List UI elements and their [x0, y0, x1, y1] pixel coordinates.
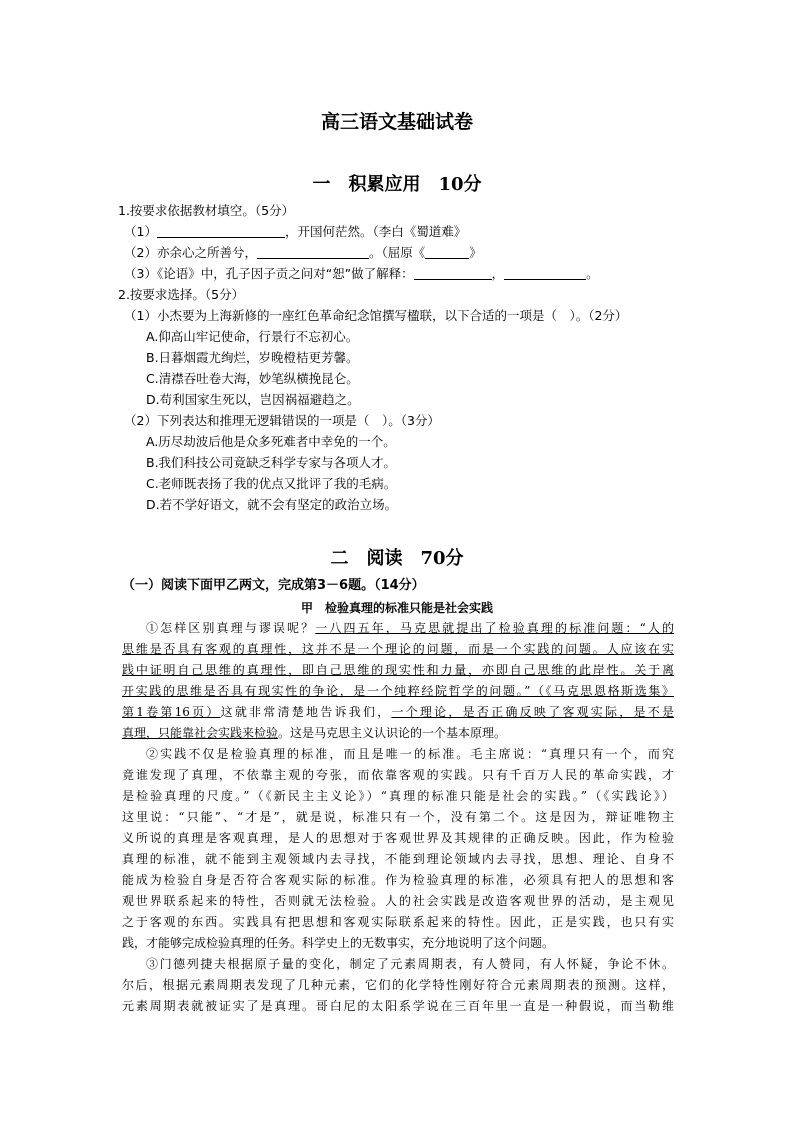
paragraph-3-line: 尔后，根据元素周期表发现了几种元素，它们的化学特性刚好符合元素周期表的预测。这样， [122, 978, 674, 992]
paragraph-2-line: 能成为检验自身是否符合客观实际的标准。作为检验真理的标准，必须具有把人的思想和客 [122, 873, 674, 887]
underlined-text: 真理，只能靠社会实践来检验 [122, 726, 279, 740]
paragraph-1-line [122, 660, 674, 680]
item-text: （2）亦余心之所善兮， [124, 245, 257, 260]
option-d[interactable]: D.苟利国家生死以，岂因祸福避趋之。 [146, 392, 360, 407]
paragraph-1-line [122, 639, 674, 659]
document-title: 高三语文基础试卷 [320, 111, 473, 133]
paragraph-2-line: 义所说的真理是客观真理，是人的思想对于客观世界及其规律的正确反映。因此，作为检验 [122, 831, 674, 845]
item-text: 。（屈原《 [368, 245, 426, 260]
underlined-text: 一八四五年，马克思就提出了检验真理的标准问题：“人的 [315, 621, 674, 635]
paragraph-2-line: 观世界联系起来的特性，否则就无法检验。人的社会实践是改造客观世界的活动，是主观见 [122, 894, 674, 908]
item-text: 。 [586, 266, 599, 281]
question-1-item-1 [124, 222, 466, 242]
paragraph-1-line [122, 723, 674, 743]
item-text: ， [491, 266, 505, 281]
item-text: （3）《论语》中，孔子因子贡之问对“恕”做了解释： [124, 266, 414, 281]
paragraph-1-line [122, 681, 674, 701]
option-b[interactable]: B.我们科技公司竟缺乏科学专家与各项人才。 [146, 455, 397, 470]
paragraph-3-line: 元素周期表就被证实了是真理。哥白尼的太阳系学说在三百年里一直是一种假说，而当勒维 [122, 999, 674, 1013]
question-1-item-3 [124, 264, 599, 284]
underlined-text: 开实践的思维是否具有现实性的争论，是一个纯粹经院哲学的问题。”（《马克思恩格斯选集》 [122, 684, 674, 698]
paragraph-1-line [122, 618, 674, 638]
paragraph-2-line: 真理的标准，就不能到主观领域内去寻找，不能到理论领域内去寻找，思想、理论、自身不 [122, 852, 674, 866]
question-2-sub-2-stem: （2）下列表达和推理无逻辑错误的一项是（ ）。（3分） [124, 413, 440, 428]
paragraph-2-line: 践，才能够完成检验真理的任务。科学史上的无数事实，充分地说明了这个问题。 [122, 936, 555, 950]
option-a[interactable]: A.仰高山牢记使命，行景行不忘初心。 [146, 329, 359, 344]
paragraph-2-line: 之于客观的东西。实践具有把思想和客观实际联系起来的特性。因此，正是实践，也只有实 [122, 915, 674, 929]
option-d[interactable]: D.若不学好语文，就不会有坚定的政治立场。 [146, 497, 398, 512]
paragraph-1-line [122, 702, 674, 722]
section-1-heading: 一 积累应用 10分 [312, 174, 482, 195]
answer-blank[interactable] [157, 223, 285, 238]
text-run: 。这是马克思主义认识论的一个基本原理。 [278, 726, 507, 740]
answer-blank[interactable] [257, 244, 369, 259]
question-1-item-2 [124, 243, 482, 263]
paragraph-2-line: 是检验真理的尺度。”（《新民主主义论》）“真理的标准只能是社会的实践。”（《实践论》） [122, 789, 674, 803]
reading-subsection-heading: （一）阅读下面甲乙两文，完成第3－6题。（14分） [122, 578, 425, 593]
paragraph-3-line: ③门德列捷夫根据原子量的变化，制定了元素周期表，有人赞同，有人怀疑，争论不休。 [146, 957, 674, 971]
section-2-heading: 二 阅读 70分 [330, 548, 464, 569]
underlined-text: 一个理论，是否正确反映了客观实际，是不是 [391, 705, 674, 719]
answer-blank[interactable] [425, 244, 469, 259]
question-1-stem: 1.按要求依据教材填空。（5分） [118, 203, 295, 218]
underlined-text: 践中证明自己思维的真理性，即自己思维的现实性和力量，亦即自己思维的此岸性。关于离 [122, 663, 674, 677]
option-b[interactable]: B.日暮烟霞尤绚烂，岁晚橙桔更芳馨。 [146, 350, 359, 365]
option-c[interactable]: C.老师既表扬了我的优点又批评了我的毛病。 [146, 476, 397, 491]
question-2-stem: 2.按要求选择。（5分） [118, 287, 245, 302]
option-a[interactable]: A.历尽劫波后他是众多死难者中幸免的一个。 [146, 434, 396, 449]
text-run: ①怎样区别真理与谬误呢？ [146, 621, 316, 635]
underlined-text: 第1卷第16页） [122, 705, 221, 719]
paragraph-2-line: 竟谁发现了真理，不依靠主观的夸张，而依靠客观的实践。只有千百万人民的革命实践，才 [122, 768, 674, 782]
item-text: ，开国何茫然。（李白《蜀道难》 [284, 224, 467, 239]
item-text: （1） [124, 224, 157, 239]
option-c[interactable]: C.清襟吞吐卷大海，妙笔纵横挽昆仑。 [146, 371, 359, 386]
paragraph-2-line: 这里说：“只能”、“才是”，就是说，标准只有一个，没有第二个。这是因为，辩证唯物主 [122, 810, 674, 824]
text-run: 这就非常清楚地告诉我们， [220, 705, 392, 719]
article-title: 甲 检验真理的标准只能是社会实践 [300, 601, 493, 615]
answer-blank[interactable] [504, 265, 586, 280]
answer-blank[interactable] [414, 265, 492, 280]
question-2-sub-1-stem: （1）小杰要为上海新修的一座红色革命纪念馆撰写楹联，以下合适的一项是（ ）。（2分） [124, 308, 628, 323]
item-text: 》 [469, 245, 482, 260]
paragraph-2-line: ②实践不仅是检验真理的标准，而且是唯一的标准。毛主席说：“真理只有一个，而究 [146, 747, 674, 761]
underlined-text: 思维是否具有客观的真理性，这并不是一个理论的问题，而是一个实践的问题。人应该在实 [122, 642, 674, 656]
